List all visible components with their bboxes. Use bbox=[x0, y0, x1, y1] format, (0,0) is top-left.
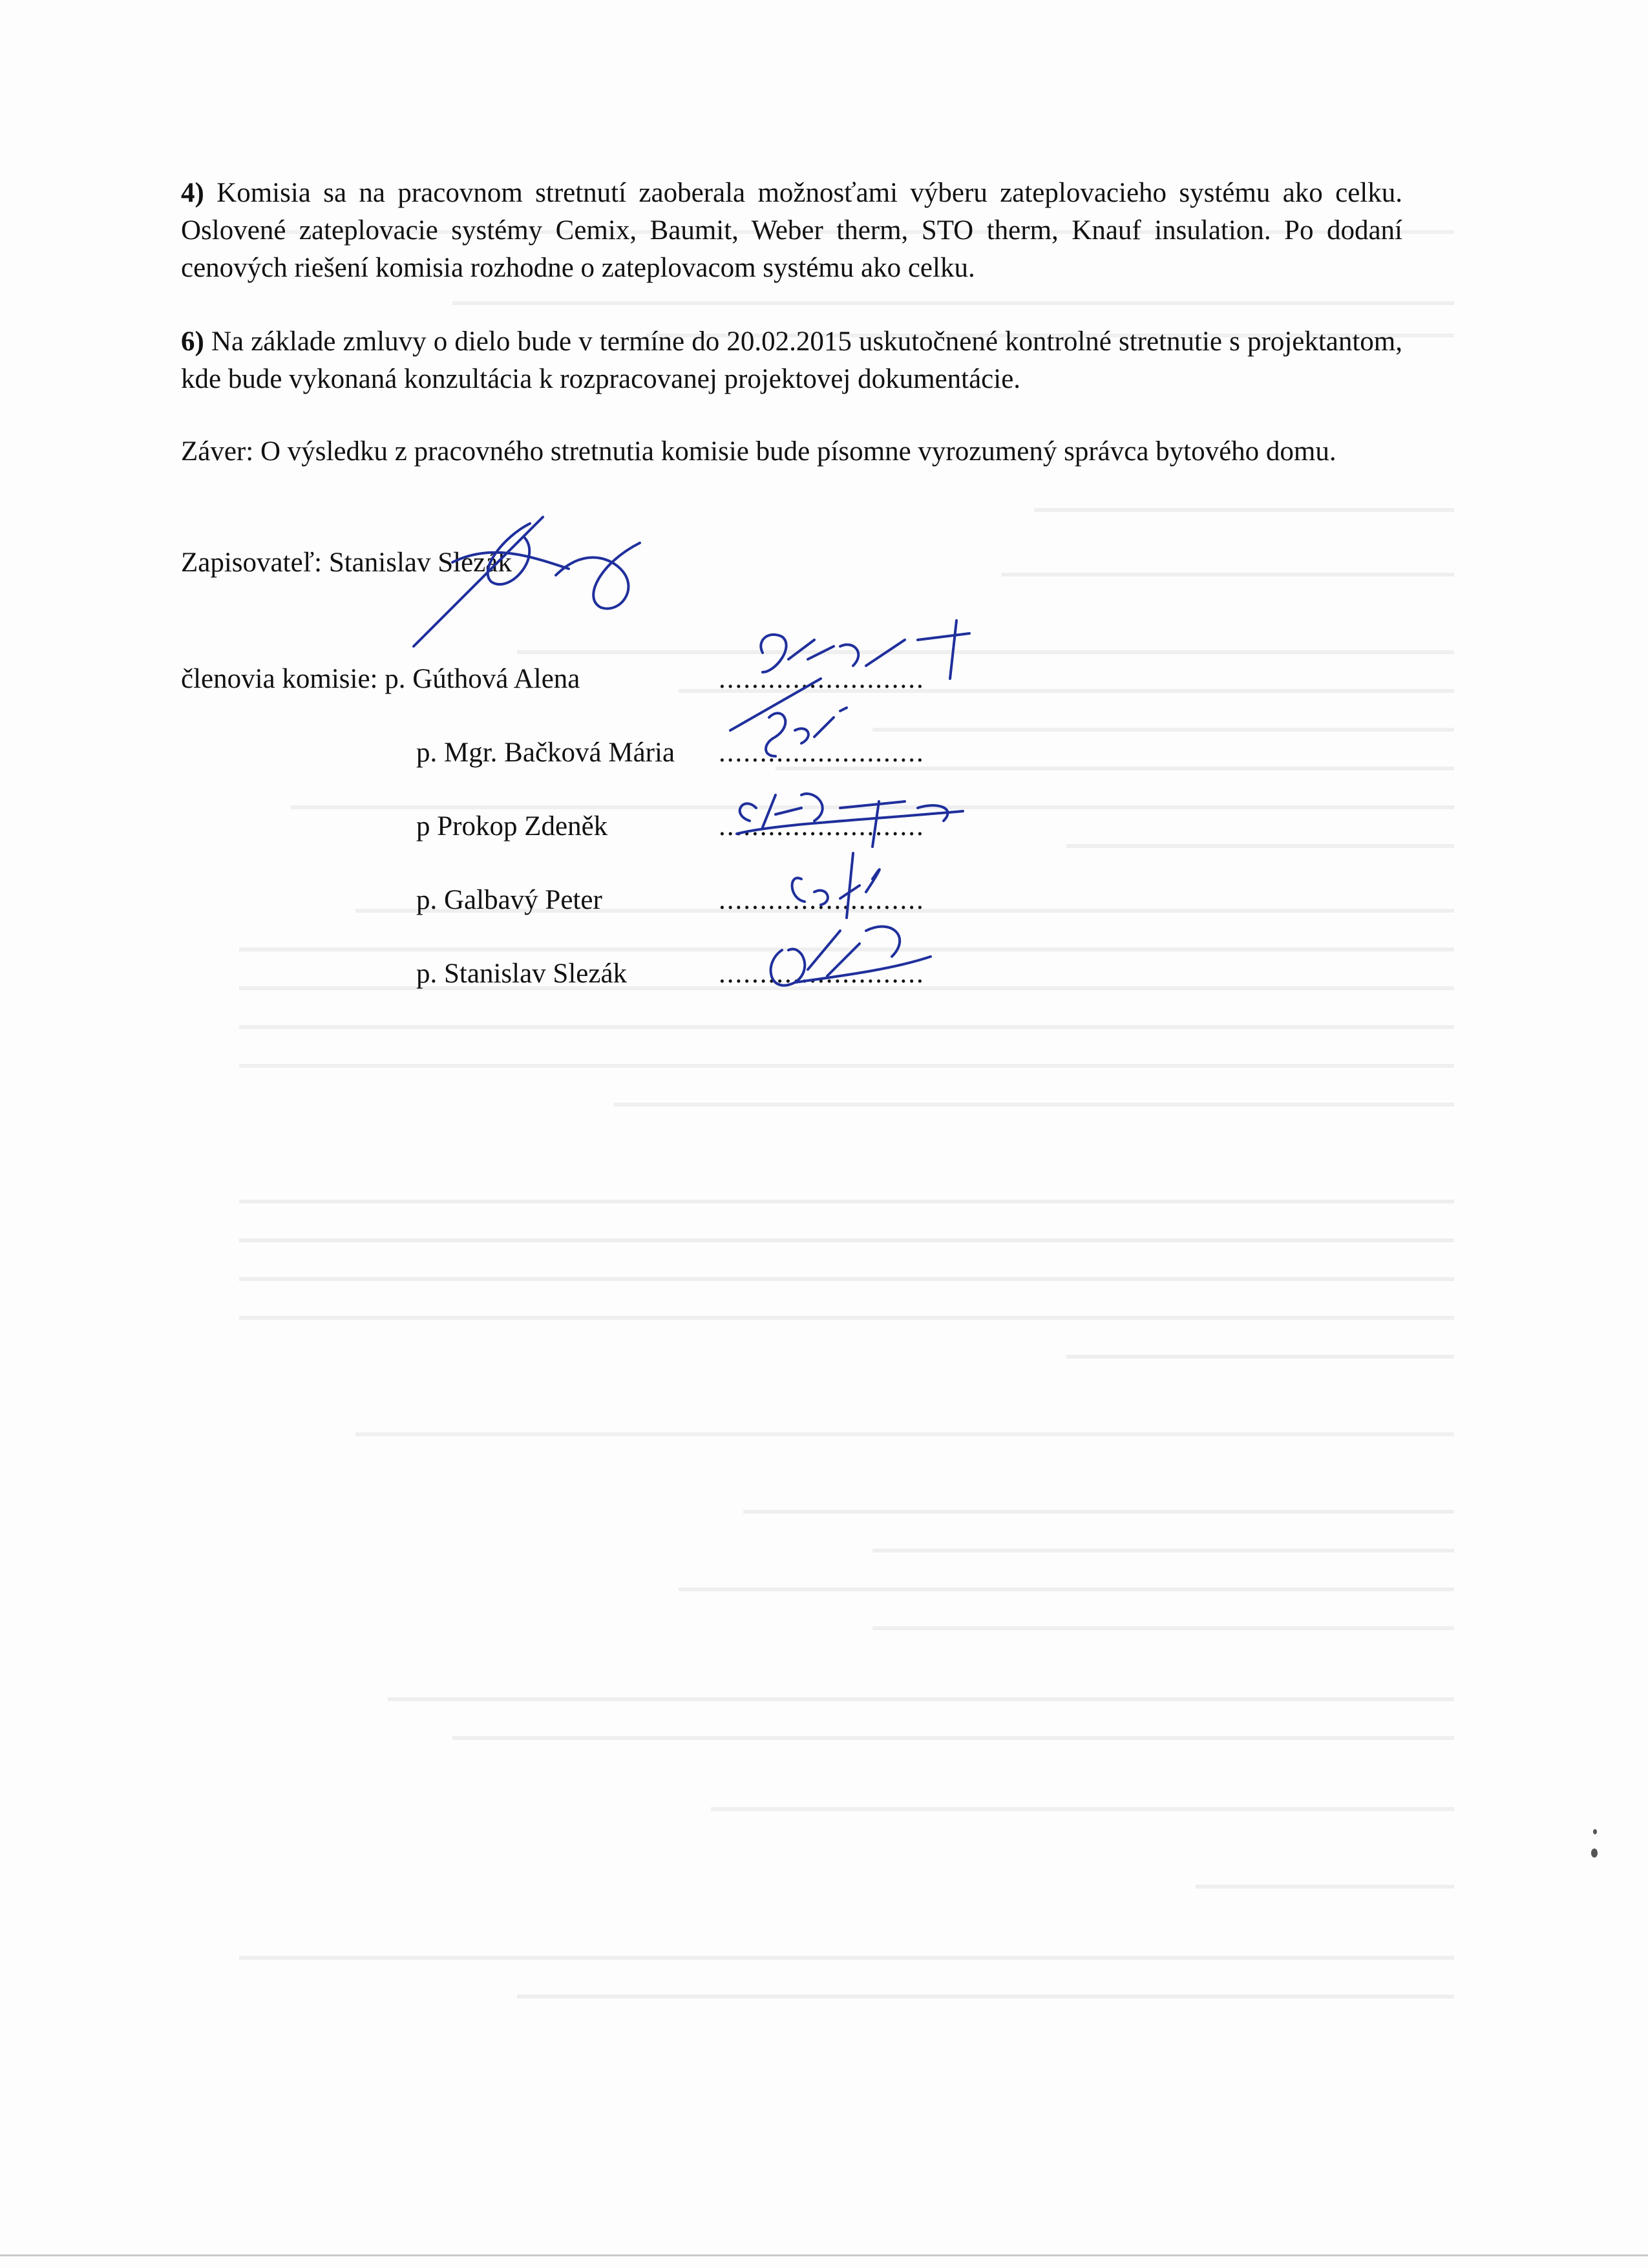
committee-member-name: p. Stanislav Slezák bbox=[416, 959, 628, 989]
paper-speck bbox=[1591, 1849, 1598, 1858]
signature-line: ......................... bbox=[719, 664, 925, 694]
paragraph-4 bbox=[181, 175, 1402, 287]
committee-member-name: p. Galbavý Peter bbox=[416, 885, 602, 915]
recorder-line: Zapisovateľ: Stanislav Slezák bbox=[181, 547, 512, 578]
paragraph-6-number: 6) bbox=[181, 326, 204, 357]
signature-line: ......................... bbox=[719, 885, 925, 915]
paragraph-4-text: Komisia sa na pracovnom stretnutí zaoberala možnosťami výberu zateplovacieho systému ako celku. Oslovené zateplovacie systémy Cemix, Baumit, Weber therm, STO therm, Knauf insulation. Po dodaní cenových riešení komisia rozhodne o zateplovacom systému ako celku. bbox=[181, 178, 1402, 283]
committee-label: členovia komisie: p. Gúthová Alena bbox=[181, 664, 580, 694]
committee-member-name: p. Mgr. Bačková Mária bbox=[416, 737, 675, 768]
signature-line: ......................... bbox=[719, 811, 925, 842]
paragraph-6-text: Na základe zmluvy o dielo bude v termíne do 20.02.2015 uskutočnené kontrolné stretnutie s projektantom, kde bude vykonaná konzultácia k rozpracovanej projektovej dokumentácie. bbox=[181, 326, 1402, 394]
committee-member-name: p Prokop Zdeněk bbox=[416, 811, 608, 842]
conclusion-paragraph: Záver: O výsledku z pracovného stretnutia komisie bude písomne vyrozumený správca bytového domu. bbox=[181, 436, 1336, 467]
scan-edge bbox=[0, 2254, 1648, 2256]
paper-speck bbox=[1593, 1829, 1597, 1834]
signature-line: ......................... bbox=[719, 959, 925, 989]
signature-line: ......................... bbox=[719, 737, 925, 768]
paragraph-6 bbox=[181, 323, 1402, 398]
paragraph-4-number: 4) bbox=[181, 178, 204, 208]
recorder-signature bbox=[414, 517, 640, 646]
